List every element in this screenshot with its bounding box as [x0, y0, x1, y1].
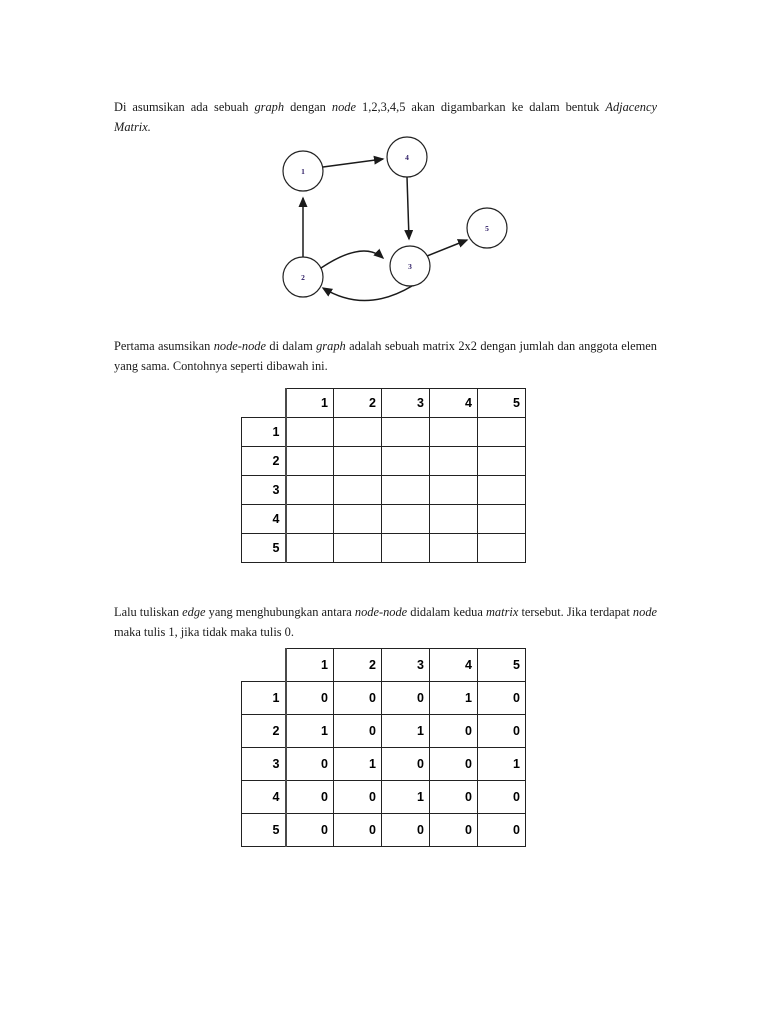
- emphasis-text: node-node: [213, 339, 267, 354]
- matrix-cell-3-5: [478, 476, 526, 505]
- body-text: Lalu tuliskan: [114, 605, 183, 620]
- matrix-cell-3-1: 0: [286, 748, 334, 781]
- matrix-cell-2-2: [334, 447, 382, 476]
- matrix-cell-5-5: 0: [478, 814, 526, 847]
- matrix-cell-2-3: [382, 447, 430, 476]
- edge-3-to-5: [427, 240, 467, 256]
- column-header-2: 2: [334, 389, 382, 418]
- matrix-cell-1-2: [334, 418, 382, 447]
- emphasis-text: matrix: [485, 605, 519, 620]
- body-text: Di asumsikan ada sebuah: [114, 100, 255, 115]
- matrix-cell-1-4: [430, 418, 478, 447]
- matrix-cell-3-4: 0: [430, 748, 478, 781]
- table-row: [242, 505, 526, 534]
- body-text: di dalam: [266, 339, 317, 354]
- matrix-cell-1-1: [286, 418, 334, 447]
- matrix-cell-3-1: [286, 476, 334, 505]
- body-text: tersebut. Jika terdapat: [518, 605, 633, 620]
- graph-node-1-label: 1: [301, 167, 305, 176]
- body-text: adalah sebuah matrix 2x2 dengan jumlah dan anggota elemen yang sama. Contohnya seperti dibawah ini.: [114, 339, 657, 373]
- column-header-5: 5: [478, 649, 526, 682]
- matrix-cell-1-2: 0: [334, 682, 382, 715]
- graph-node-1: [283, 151, 323, 191]
- matrix-cell-3-2: 1: [334, 748, 382, 781]
- filled-matrix-body: [242, 649, 526, 847]
- graph-edges: [303, 159, 467, 301]
- column-header-1: 1: [286, 389, 334, 418]
- edge-3-to-2: [323, 286, 412, 301]
- row-header-4: 4: [242, 781, 286, 814]
- empty-matrix-table: [241, 388, 526, 563]
- matrix-cell-5-4: [430, 534, 478, 563]
- matrix-cell-3-2: [334, 476, 382, 505]
- graph-svg: [255, 128, 525, 313]
- table-row: [242, 682, 526, 715]
- body-text: Pertama asumsikan: [114, 339, 214, 354]
- matrix-cell-3-4: [430, 476, 478, 505]
- table-row: [242, 447, 526, 476]
- emphasis-text: graph: [254, 100, 285, 115]
- row-header-5: 5: [242, 814, 286, 847]
- matrix-cell-4-2: [334, 505, 382, 534]
- matrix-cell-5-3: 0: [382, 814, 430, 847]
- matrix-cell-5-4: 0: [430, 814, 478, 847]
- matrix-cell-5-1: 0: [286, 814, 334, 847]
- emphasis-text: edge: [182, 605, 206, 620]
- edge-2-to-3: [321, 251, 383, 268]
- matrix-cell-2-1: [286, 447, 334, 476]
- matrix-cell-4-2: 0: [334, 781, 382, 814]
- graph-node-4: [387, 137, 427, 177]
- table-row: [242, 476, 526, 505]
- graph-nodes: [283, 137, 507, 297]
- column-header-1: 1: [286, 649, 334, 682]
- table-corner-cell: [242, 389, 286, 418]
- row-header-4: 4: [242, 505, 286, 534]
- row-header-3: 3: [242, 748, 286, 781]
- matrix-cell-3-5: 1: [478, 748, 526, 781]
- row-header-1: 1: [242, 418, 286, 447]
- row-header-2: 2: [242, 715, 286, 748]
- matrix-cell-1-4: 1: [430, 682, 478, 715]
- matrix-cell-4-4: 0: [430, 781, 478, 814]
- emphasis-text: graph: [316, 339, 346, 354]
- matrix-cell-2-1: 1: [286, 715, 334, 748]
- empty-matrix-body: [242, 389, 526, 563]
- emphasis-text: node: [632, 605, 658, 620]
- emphasis-text: node-node: [354, 605, 408, 620]
- matrix-cell-4-5: 0: [478, 781, 526, 814]
- emphasis-text: node: [331, 100, 356, 115]
- body-text: dengan: [284, 100, 332, 115]
- column-header-2: 2: [334, 649, 382, 682]
- table-row: [242, 781, 526, 814]
- body-text: maka tulis 1, jika tidak maka tulis 0.: [114, 624, 294, 639]
- matrix-cell-2-4: [430, 447, 478, 476]
- paragraph-edges: [114, 603, 657, 642]
- table-row: [242, 748, 526, 781]
- graph-node-3: [390, 246, 430, 286]
- matrix-cell-3-3: [382, 476, 430, 505]
- column-header-5: 5: [478, 389, 526, 418]
- table-row: [242, 715, 526, 748]
- matrix-cell-2-5: 0: [478, 715, 526, 748]
- matrix-cell-5-5: [478, 534, 526, 563]
- graph-figure: [255, 128, 525, 313]
- filled-matrix-table: [241, 648, 526, 847]
- graph-node-5-label: 5: [485, 224, 489, 233]
- table-header-row: [242, 649, 526, 682]
- matrix-cell-4-5: [478, 505, 526, 534]
- row-header-3: 3: [242, 476, 286, 505]
- matrix-cell-4-3: 1: [382, 781, 430, 814]
- matrix-cell-1-5: [478, 418, 526, 447]
- column-header-3: 3: [382, 389, 430, 418]
- table-corner-cell: [242, 649, 286, 682]
- table-header-row: [242, 389, 526, 418]
- row-header-5: 5: [242, 534, 286, 563]
- body-text: didalam kedua: [407, 605, 486, 620]
- matrix-cell-5-3: [382, 534, 430, 563]
- matrix-cell-1-3: 0: [382, 682, 430, 715]
- paragraph-assume: [114, 337, 657, 376]
- table-row: [242, 534, 526, 563]
- table-row: [242, 814, 526, 847]
- column-header-4: 4: [430, 649, 478, 682]
- table-row: [242, 418, 526, 447]
- graph-node-5: [467, 208, 507, 248]
- matrix-cell-1-1: 0: [286, 682, 334, 715]
- matrix-cell-1-3: [382, 418, 430, 447]
- matrix-cell-4-1: [286, 505, 334, 534]
- graph-node-3-label: 3: [408, 262, 412, 271]
- row-header-2: 2: [242, 447, 286, 476]
- edge-4-to-3: [407, 177, 409, 239]
- matrix-cell-2-2: 0: [334, 715, 382, 748]
- body-text: yang menghubungkan antara: [205, 605, 355, 620]
- matrix-cell-4-4: [430, 505, 478, 534]
- graph-node-2: [283, 257, 323, 297]
- matrix-cell-5-2: [334, 534, 382, 563]
- matrix-cell-5-2: 0: [334, 814, 382, 847]
- matrix-cell-2-5: [478, 447, 526, 476]
- body-text: 1,2,3,4,5 akan digambarkan ke dalam bentuk: [356, 100, 606, 115]
- matrix-cell-1-5: 0: [478, 682, 526, 715]
- column-header-4: 4: [430, 389, 478, 418]
- matrix-cell-4-1: 0: [286, 781, 334, 814]
- matrix-cell-2-3: 1: [382, 715, 430, 748]
- matrix-cell-5-1: [286, 534, 334, 563]
- column-header-3: 3: [382, 649, 430, 682]
- emphasis-text: Adjacency Matrix.: [114, 100, 657, 134]
- matrix-cell-2-4: 0: [430, 715, 478, 748]
- row-header-1: 1: [242, 682, 286, 715]
- graph-node-4-label: 4: [405, 153, 409, 162]
- edge-1-to-4: [323, 159, 383, 167]
- matrix-cell-3-3: 0: [382, 748, 430, 781]
- graph-node-2-label: 2: [301, 273, 305, 282]
- matrix-cell-4-3: [382, 505, 430, 534]
